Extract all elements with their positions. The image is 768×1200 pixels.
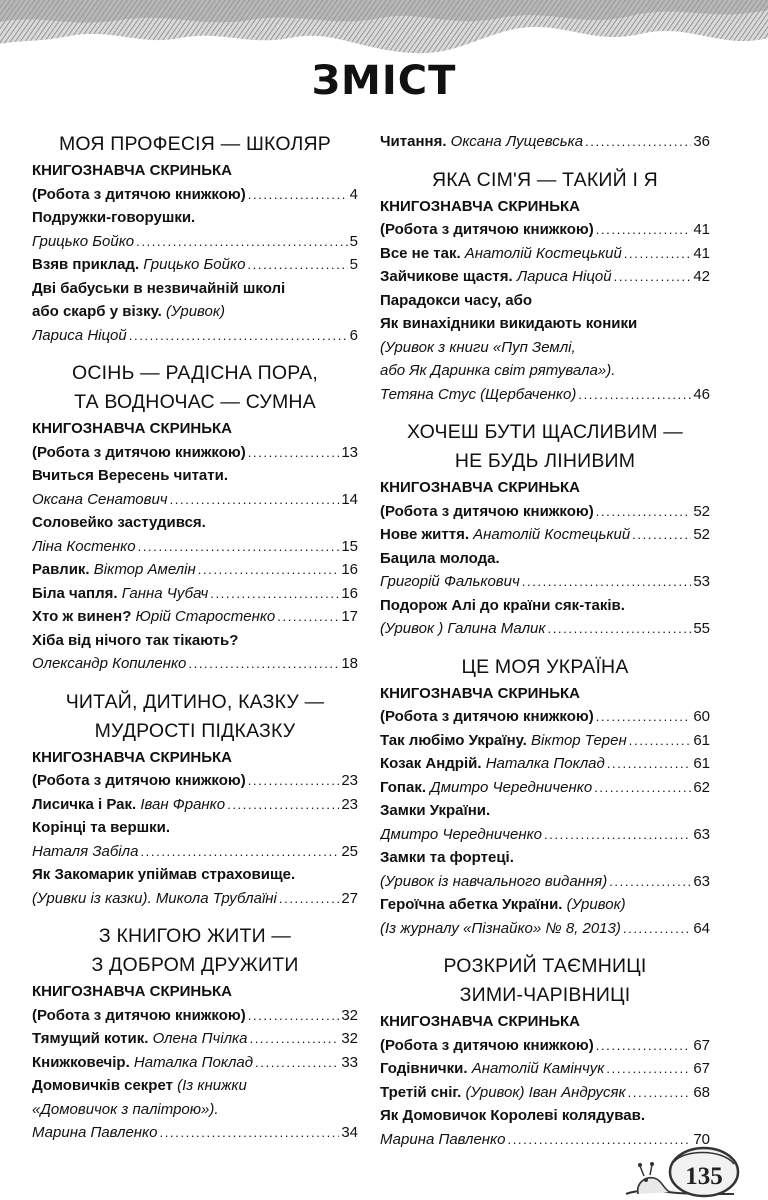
entry-title: Нове життя. xyxy=(380,526,474,543)
toc-entry xyxy=(32,206,358,230)
entry-title: Як Закомарик упіймав страховище. xyxy=(32,866,296,883)
toc-entry xyxy=(32,863,358,887)
entry-text xyxy=(380,523,630,547)
section-heading: ЯКА СІМ'Я — ТАКИЙ І Я xyxy=(432,168,658,191)
dot-leader xyxy=(624,242,692,266)
toc-entry xyxy=(380,359,710,383)
page-ref: 68 xyxy=(693,1083,710,1101)
toc-entry xyxy=(32,793,358,817)
page-ref: 41 xyxy=(693,244,710,262)
dot-leader xyxy=(210,582,339,606)
section-gap xyxy=(380,940,710,952)
entry-author: Анатолій Костецький xyxy=(464,244,622,262)
toc-entry xyxy=(380,570,710,594)
entry-author: Наталка Поклад xyxy=(133,1053,254,1071)
page-ref: 4 xyxy=(349,185,358,203)
entry-author: Марина Павленко xyxy=(32,1124,158,1141)
dot-leader xyxy=(279,887,339,911)
toc-entry xyxy=(32,629,358,653)
toc-entry xyxy=(380,917,710,941)
entry-text xyxy=(380,705,594,729)
page-ref: 62 xyxy=(693,778,710,796)
toc-entry xyxy=(380,1081,710,1105)
toc-entry xyxy=(32,277,358,301)
entry-text xyxy=(32,1027,247,1051)
entry-title: (Робота з дитячою книжкою) xyxy=(380,708,594,725)
dot-leader xyxy=(248,1004,340,1028)
toc-entry xyxy=(32,535,358,559)
toc-entry xyxy=(32,300,358,324)
entry-title: (Робота з дитячою книжкою) xyxy=(380,221,594,238)
entry-title: (Робота з дитячою книжкою) xyxy=(32,1006,246,1024)
entry-title: КНИГОЗНАВЧА СКРИНЬКА xyxy=(32,420,232,437)
section-heading: ЦЕ МОЯ УКРАЇНА xyxy=(461,655,629,678)
entry-text xyxy=(32,840,138,864)
section-heading: МУДРОСТІ ПІДКАЗКУ xyxy=(94,719,296,742)
toc-entry xyxy=(32,558,358,582)
entry-author: «Домовичок з палітрою»). xyxy=(32,1100,219,1118)
toc-entry xyxy=(32,488,358,512)
dot-leader xyxy=(629,729,692,753)
entry-author: Дмитро Чередниченко xyxy=(380,825,542,843)
entry-author: Олександр Копиленко xyxy=(32,655,187,672)
entry-text xyxy=(380,1034,594,1058)
entry-title: Замки та фортеці. xyxy=(380,849,514,866)
page-ref: 5 xyxy=(349,256,358,273)
toc-entry xyxy=(32,1051,358,1075)
entry-title: Хто ж винен? xyxy=(32,608,136,625)
entry-text xyxy=(32,324,127,348)
section-heading: НЕ БУДЬ ЛІНИВИМ xyxy=(454,450,636,472)
entry-author: Анатолій Костецький xyxy=(473,526,631,543)
toc-entry xyxy=(380,846,710,870)
entry-author: Тетяна Стус (Щербаченко) xyxy=(380,385,577,403)
dot-leader xyxy=(594,776,691,800)
page-ref: 27 xyxy=(341,889,358,907)
page-ref: 18 xyxy=(341,655,358,672)
page-ref: 14 xyxy=(341,490,358,508)
dot-leader xyxy=(623,917,691,941)
entry-author: Наталка Поклад xyxy=(485,755,605,772)
toc-entry xyxy=(32,605,358,629)
entry-author: Грицько Бойко xyxy=(32,232,135,250)
page-ref: 52 xyxy=(693,526,710,543)
entry-title: Дві бабуськи в незвичайній школі xyxy=(32,279,286,297)
entry-text xyxy=(32,605,275,629)
entry-author: (Із журналу «Пізнайко» № 8, 2013) xyxy=(380,919,621,937)
entry-author: Юрій Старостенко xyxy=(135,608,276,625)
page-ref: 64 xyxy=(693,919,710,937)
section-gap xyxy=(380,154,710,166)
entry-author: Лариса Ніцой xyxy=(32,326,127,344)
toc-entry xyxy=(32,324,358,348)
page-ref: 32 xyxy=(341,1030,358,1047)
dot-leader xyxy=(277,605,339,629)
entry-text xyxy=(380,776,592,800)
page-title: ЗМІСТ xyxy=(311,58,457,104)
section-gap xyxy=(380,641,710,653)
entry-title: (Робота з дитячою книжкою) xyxy=(32,443,246,461)
toc-entry xyxy=(32,511,358,535)
page-ref: 42 xyxy=(693,268,710,285)
page-ref: 52 xyxy=(693,502,710,520)
section-heading: ЗИМИ-ЧАРІВНИЦІ xyxy=(459,984,631,1006)
toc-entry xyxy=(380,383,710,407)
entry-title: Годівнички. xyxy=(380,1060,472,1077)
toc-entry xyxy=(32,582,358,606)
toc-entry xyxy=(380,476,710,500)
dot-leader xyxy=(585,130,691,154)
dot-leader xyxy=(248,441,340,465)
entry-title: КНИГОЗНАВЧА СКРИНЬКА xyxy=(380,684,580,702)
entry-title: Подружки-говорушки. xyxy=(32,209,196,226)
dot-leader xyxy=(248,769,340,793)
entry-text xyxy=(32,793,225,817)
page-ref: 15 xyxy=(341,537,358,555)
section-heading: ЧИТАЙ, ДИТИНО, КАЗКУ — xyxy=(65,690,325,713)
entry-author: Дмитро Чередниченко xyxy=(430,778,593,796)
entry-title: КНИГОЗНАВЧА СКРИНЬКА xyxy=(32,162,232,179)
decorative-wave-band xyxy=(0,0,768,60)
entry-text xyxy=(32,652,186,676)
toc-entry xyxy=(32,1121,358,1145)
toc-entry xyxy=(32,159,358,183)
toc-entry xyxy=(380,752,710,776)
entry-author: (Уривок) xyxy=(165,303,225,320)
dot-leader xyxy=(248,183,348,207)
entry-author: Грицько Бойко xyxy=(143,256,246,273)
toc-entry xyxy=(32,816,358,840)
entry-title: Третій сніг. xyxy=(380,1083,466,1101)
entry-author: Оксана Лущевська xyxy=(450,133,584,150)
page-ref: 16 xyxy=(341,584,358,602)
dot-leader xyxy=(609,870,691,894)
toc-entry xyxy=(380,594,710,618)
entry-title: (Робота з дитячою книжкою) xyxy=(380,502,594,520)
toc-entry xyxy=(380,218,710,242)
entry-text xyxy=(32,535,136,559)
entry-title: Козак Андрій. xyxy=(380,755,486,772)
toc-entry xyxy=(380,547,710,571)
dot-leader xyxy=(578,383,691,407)
entry-text xyxy=(380,729,627,753)
toc-entry xyxy=(32,1074,358,1098)
toc-entry xyxy=(380,130,710,154)
entry-title: (Робота з дитячою книжкою) xyxy=(32,185,246,203)
entry-author: Оксана Сенатович xyxy=(32,490,168,508)
section-heading: З КНИГОЮ ЖИТИ — xyxy=(98,925,292,947)
toc-entry xyxy=(380,195,710,219)
toc-entry xyxy=(32,769,358,793)
toc-entry xyxy=(380,729,710,753)
page-ref: 32 xyxy=(341,1006,358,1024)
entry-title: Читання. xyxy=(380,133,451,150)
toc-entry xyxy=(32,980,358,1004)
section-heading: РОЗКРИЙ ТАЄМНИЦІ xyxy=(443,955,647,977)
entry-title: (Робота з дитячою книжкою) xyxy=(380,1036,594,1054)
dot-leader xyxy=(544,823,691,847)
entry-text xyxy=(32,253,245,277)
toc-entry xyxy=(32,840,358,864)
entry-text xyxy=(32,887,277,911)
entry-author: (Уривок) xyxy=(566,896,626,913)
entry-author: (Уривки із казки). Микола Трублаїні xyxy=(32,889,277,907)
toc-entry xyxy=(380,1057,710,1081)
section-gap xyxy=(380,406,710,418)
page-ref: 41 xyxy=(693,221,710,238)
toc-entry xyxy=(32,464,358,488)
toc-entry xyxy=(380,500,710,524)
entry-author: Іван Франко xyxy=(140,795,226,813)
toc-entry xyxy=(380,617,710,641)
entry-title: Героїчна абетка України. xyxy=(380,896,567,913)
dot-leader xyxy=(140,840,339,864)
page-ref: 36 xyxy=(693,133,710,150)
dot-leader xyxy=(247,253,347,277)
entry-text xyxy=(380,1081,626,1105)
page-ref: 25 xyxy=(341,842,358,860)
toc-entry xyxy=(32,417,358,441)
section-heading: ТА ВОДНОЧАС — СУМНА xyxy=(74,391,316,413)
entry-author: Ганна Чубач xyxy=(121,584,209,602)
entry-author: (Уривок з книги «Пуп Землі, xyxy=(380,338,576,356)
entry-text xyxy=(380,1057,604,1081)
toc-entry xyxy=(32,253,358,277)
entry-author: Наталя Забіла xyxy=(32,842,139,860)
entry-title: або скарб у візку. xyxy=(32,303,166,320)
entry-text xyxy=(32,1121,157,1145)
entry-title: Як винахідники викидають коники xyxy=(380,315,638,332)
entry-text xyxy=(380,383,576,407)
dot-leader xyxy=(614,265,692,289)
entry-text xyxy=(32,582,208,606)
dot-leader xyxy=(596,500,692,524)
dot-leader xyxy=(188,652,339,676)
entry-author: (Із книжки xyxy=(177,1077,247,1094)
toc-entry xyxy=(380,1034,710,1058)
entry-title: Взяв приклад. xyxy=(32,256,144,273)
section-heading: ОСІНЬ — РАДІСНА ПОРА, xyxy=(72,362,318,384)
entry-text xyxy=(380,917,621,941)
entry-title: Парадокси часу, або xyxy=(380,291,533,309)
dot-leader xyxy=(159,1121,339,1145)
toc-entry xyxy=(380,1010,710,1034)
toc-entry xyxy=(32,746,358,770)
entry-text xyxy=(380,265,612,289)
entry-author: Віктор Амелін xyxy=(93,561,196,578)
entry-title: Тямущий котик. xyxy=(32,1030,153,1047)
dot-leader xyxy=(249,1027,339,1051)
entry-title: КНИГОЗНАВЧА СКРИНЬКА xyxy=(380,479,580,496)
entry-title: Гопак. xyxy=(380,778,431,796)
entry-text xyxy=(380,218,594,242)
entry-title: Домовичків секрет xyxy=(32,1077,178,1094)
page-ref: 23 xyxy=(341,795,358,813)
toc-entry xyxy=(380,823,710,847)
entry-title: КНИГОЗНАВЧА СКРИНЬКА xyxy=(380,1013,580,1030)
page-ref: 17 xyxy=(341,608,358,625)
entry-title: Книжковечір. xyxy=(32,1053,134,1071)
dot-leader xyxy=(227,793,339,817)
entry-text xyxy=(32,558,196,582)
entry-author: (Уривок із навчального видання) xyxy=(380,872,608,890)
toc-entry xyxy=(380,242,710,266)
entry-text xyxy=(380,242,622,266)
entry-title: Подорож Алі до країни сяк-таків. xyxy=(380,596,625,614)
section-gap xyxy=(32,910,358,922)
entry-title: КНИГОЗНАВЧА СКРИНЬКА xyxy=(380,197,580,215)
page-ref: 5 xyxy=(349,232,358,250)
entry-text xyxy=(380,870,607,894)
entry-title: КНИГОЗНАВЧА СКРИНЬКА xyxy=(32,748,232,766)
toc-column-left xyxy=(32,130,358,1145)
entry-text xyxy=(380,1128,505,1152)
entry-title: Все не так. xyxy=(380,244,465,262)
entry-text xyxy=(380,500,594,524)
toc-entry xyxy=(380,893,710,917)
dot-leader xyxy=(136,230,348,254)
dot-leader xyxy=(170,488,340,512)
dot-leader xyxy=(628,1081,692,1105)
entry-text xyxy=(32,1051,253,1075)
entry-title: Вчиться Вересень читати. xyxy=(32,467,228,484)
entry-title: Замки України. xyxy=(380,802,491,819)
page-ref: 53 xyxy=(693,573,710,590)
dot-leader xyxy=(596,218,692,242)
entry-title: Як Домовичок Королеві колядував. xyxy=(380,1107,646,1124)
entry-author: Олена Пчілка xyxy=(152,1030,248,1047)
toc-entry xyxy=(380,682,710,706)
toc-entry xyxy=(380,799,710,823)
entry-author: (Уривок ) Галина Малик xyxy=(380,620,546,637)
dot-leader xyxy=(547,617,691,641)
dot-leader xyxy=(129,324,348,348)
entry-text xyxy=(380,130,583,154)
entry-title: КНИГОЗНАВЧА СКРИНЬКА xyxy=(32,983,232,1000)
page-ref: 34 xyxy=(341,1124,358,1141)
entry-text xyxy=(32,183,246,207)
toc-entry xyxy=(380,336,710,360)
page-ref: 63 xyxy=(693,825,710,843)
toc-entry xyxy=(380,312,710,336)
entry-title: Лисичка і Рак. xyxy=(32,795,141,813)
section-heading: МОЯ ПРОФЕСІЯ — ШКОЛЯР xyxy=(58,133,332,155)
page-ref: 67 xyxy=(693,1036,710,1054)
page-ref: 6 xyxy=(349,326,358,344)
toc-entry xyxy=(380,870,710,894)
entry-title: (Робота з дитячою книжкою) xyxy=(32,772,246,789)
entry-text xyxy=(380,570,520,594)
section-heading: ХОЧЕШ БУТИ ЩАСЛИВИМ — xyxy=(407,421,683,443)
page-ref: 70 xyxy=(693,1130,710,1148)
toc-column-right xyxy=(380,130,710,1151)
entry-author: Марина Павленко xyxy=(380,1130,506,1148)
toc-entry xyxy=(32,183,358,207)
section-gap xyxy=(32,347,358,359)
page-ref: 33 xyxy=(341,1053,358,1071)
entry-text xyxy=(380,823,542,847)
page-ref: 55 xyxy=(693,620,710,637)
entry-title: Соловейко застудився. xyxy=(32,514,206,531)
entry-author: (Уривок) Іван Андрусяк xyxy=(465,1083,626,1101)
entry-title: Так любімо Україну. xyxy=(380,731,532,749)
entry-text xyxy=(380,752,605,776)
entry-author: Анатолій Камінчук xyxy=(471,1060,605,1077)
dot-leader xyxy=(596,1034,692,1058)
page-ref: 61 xyxy=(693,731,710,749)
page-ref: 46 xyxy=(693,385,710,403)
page-ref: 23 xyxy=(341,772,358,789)
dot-leader xyxy=(255,1051,339,1075)
entry-text xyxy=(380,617,545,641)
section-heading: З ДОБРОМ ДРУЖИТИ xyxy=(91,954,299,976)
entry-text xyxy=(32,488,168,512)
entry-text xyxy=(32,769,246,793)
dot-leader xyxy=(607,752,691,776)
dot-leader xyxy=(606,1057,691,1081)
entry-title: Равлик. xyxy=(32,561,94,578)
entry-title: Хіба від нічого так тікають? xyxy=(32,631,239,649)
toc-entry xyxy=(32,887,358,911)
dot-leader xyxy=(138,535,340,559)
entry-title: Біла чапля. xyxy=(32,584,122,602)
page-ref: 13 xyxy=(341,443,358,461)
entry-author: Ліна Костенко xyxy=(32,537,136,555)
entry-title: Зайчикове щастя. xyxy=(380,268,517,285)
dot-leader xyxy=(632,523,691,547)
toc-entry xyxy=(32,1098,358,1122)
entry-author: Григорій Фалькович xyxy=(380,573,520,590)
toc-entry xyxy=(380,523,710,547)
toc-entry xyxy=(380,289,710,313)
dot-leader xyxy=(198,558,340,582)
dot-leader xyxy=(596,705,692,729)
toc-entry xyxy=(32,1004,358,1028)
page-ref: 67 xyxy=(693,1060,710,1077)
toc-entry xyxy=(380,776,710,800)
entry-title: Бацила молода. xyxy=(380,549,500,567)
page-ref: 60 xyxy=(693,708,710,725)
toc-entry xyxy=(380,705,710,729)
entry-title: Корінці та вершки. xyxy=(32,819,171,836)
entry-text xyxy=(32,441,246,465)
toc-entry xyxy=(32,1027,358,1051)
toc-entry xyxy=(380,1104,710,1128)
entry-author: Віктор Терен xyxy=(531,731,627,749)
entry-text xyxy=(32,230,134,254)
dot-leader xyxy=(522,570,692,594)
page-ref: 63 xyxy=(693,872,710,890)
section-gap xyxy=(32,676,358,688)
entry-author: або Як Даринка світ рятувала»). xyxy=(380,362,616,379)
toc-entry xyxy=(32,230,358,254)
entry-author: Лариса Ніцой xyxy=(516,268,612,285)
page-number: 135 xyxy=(685,1163,723,1190)
entry-text xyxy=(32,1004,246,1028)
toc-entry xyxy=(380,265,710,289)
toc-entry xyxy=(32,441,358,465)
toc-entry xyxy=(32,652,358,676)
page-ref: 61 xyxy=(693,755,710,772)
page-ref: 16 xyxy=(341,561,358,578)
